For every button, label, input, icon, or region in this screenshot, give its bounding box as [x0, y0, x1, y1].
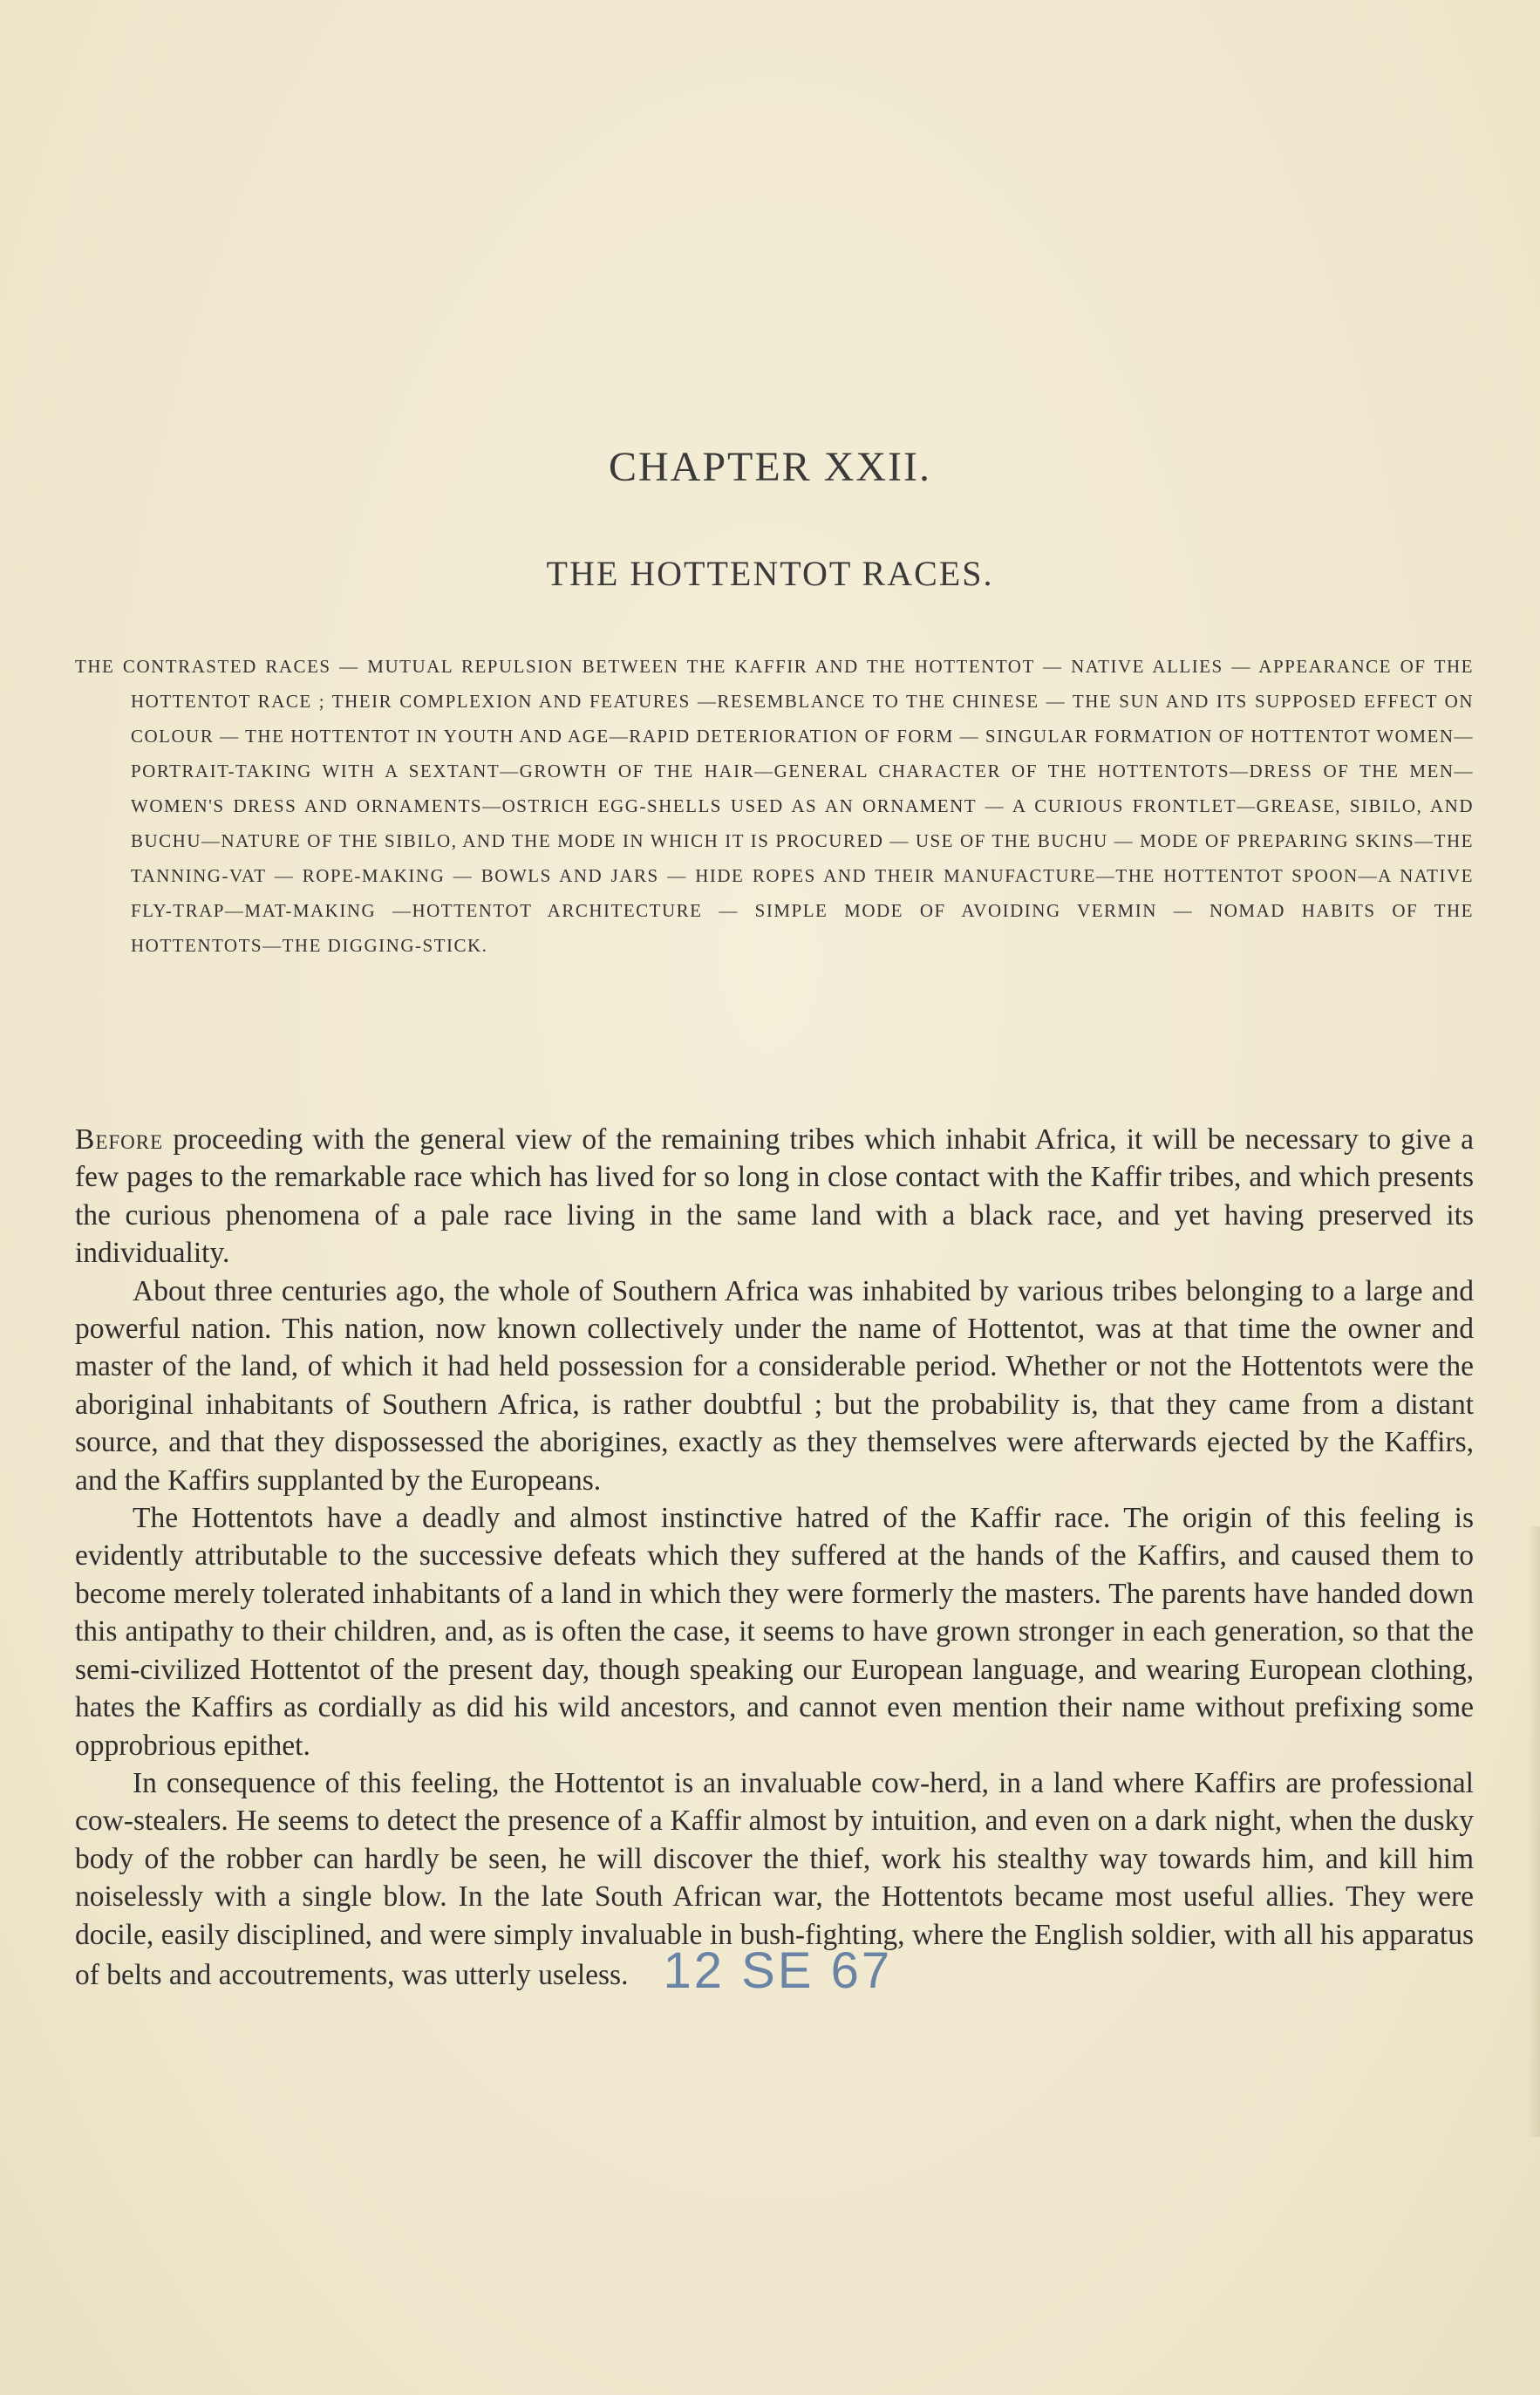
body-text — [75, 1121, 1474, 1999]
chapter-subtitle: THE HOTTENTOT RACES. — [546, 554, 994, 593]
library-stamp: 12 SE 67 — [663, 1941, 893, 1999]
paragraph-4-text: In consequence of this feeling, the Hottentot is an invaluable cow-herd, in a land where Kaffirs are professional cow-stealers. He seems to detect the presence of a Kaffir almost by intuition, and even on a dark night, when the dusky body of the robber can hardly be seen, he will discover the thief, work his stealthy way towards him, and kill him noiselessly with a single blow. In the late South African war, the Hottentots became most useful allies. They were docile, easily disciplined, and were simply invaluable in bush-fighting, where the English soldier, with all his apparatus of belts and accoutrements, was utterly useless. — [75, 1766, 1474, 1991]
paragraph-4 — [75, 1764, 1474, 1999]
paragraph-3: The Hottentots have a deadly and almost instinctive hatred of the Kaffir race. The origin of this feeling is evidently attributable to the successive defeats which they suffered at the hands of the Kaffirs, and caused them to become merely tolerated inhabitants of a land in which they were formerly the masters. The parents have handed down this antipathy to their children, and, as is often the case, it seems to have grown stronger in each generation, so that the semi-civilized Hottentot of the present day, though speaking our European language, and wearing European clothing, hates the Kaffirs as cordially as did his wild ancestors, and cannot even mention their name without prefixing some opprobrious epithet. — [75, 1502, 1474, 1762]
page-edge-shadow — [1528, 1526, 1540, 2137]
paragraph-2: About three centuries ago, the whole of Southern Africa was inhabited by various tribes belonging to a large and powerful nation. This nation, now known collectively under the name of Hottentot, was at that time the owner and master of the land, of which it had held possession for a considerable period. Whether or not the Hottentots were the aboriginal inhabitants of Southern Africa, is rather doubtful ; but the probability is, that they came from a distant source, and that they dispossessed the aborigines, exactly as they themselves were afterwards ejected by the Kaffirs, and the Kaffirs supplanted by the Europeans. — [75, 1274, 1474, 1497]
paragraph-1-text: proceeding with the general view of the remaining tribes which inhabit Africa, it will be necessary to give a few pages to the remarkable race which has lived for so long in close contact with the Kaffir tribes, and which presents the curious phenomena of a pale race living in the same land with a black race, and yet having preserved its individuality. — [75, 1123, 1474, 1270]
chapter-summary-text: THE CONTRASTED RACES — MUTUAL REPULSION BETWEEN THE KAFFIR AND THE HOTTENTOT — NATIVE ALLIES — APPEARANCE OF THE HOTTENTOT RACE ; THEIR COMPLEXION AND FEATURES —RESEMBLANCE TO THE CHINESE — THE SUN AND ITS SUPPOSED EFFECT ON COLOUR — THE HOTTENTOT IN YOUTH AND AGE—RAPID DETERIORATION OF FORM — SINGULAR FORMATION OF HOTTENTOT WOMEN—PORTRAIT-TAKING WITH A SEXTANT—GROWTH OF THE HAIR—GENERAL CHARACTER OF THE HOTTENTOTS—DRESS OF THE MEN—WOMEN'S DRESS AND ORNAMENTS—OSTRICH EGG-SHELLS USED AS AN ORNAMENT — A CURIOUS FRONTLET—GREASE, SIBILO, AND BUCHU—NATURE OF THE SIBILO, AND THE MODE IN WHICH IT IS PROCURED — USE OF THE BUCHU — MODE OF PREPARING SKINS—THE TANNING-VAT — ROPE-MAKING — BOWLS AND JARS — HIDE ROPES AND THEIR MANUFACTURE—THE HOTTENTOT SPOON—A NATIVE FLY-TRAP—MAT-MAKING —HOTTENTOT ARCHITECTURE — SIMPLE MODE OF AVOIDING VERMIN — NOMAD HABITS OF THE HOTTENTOTS—THE DIGGING-STICK. — [75, 656, 1474, 956]
paragraph-1 — [75, 1121, 1474, 1273]
chapter-heading: CHAPTER XXII. — [609, 444, 931, 490]
chapter-summary — [75, 649, 1474, 963]
drop-lead-word: Before — [75, 1123, 164, 1156]
